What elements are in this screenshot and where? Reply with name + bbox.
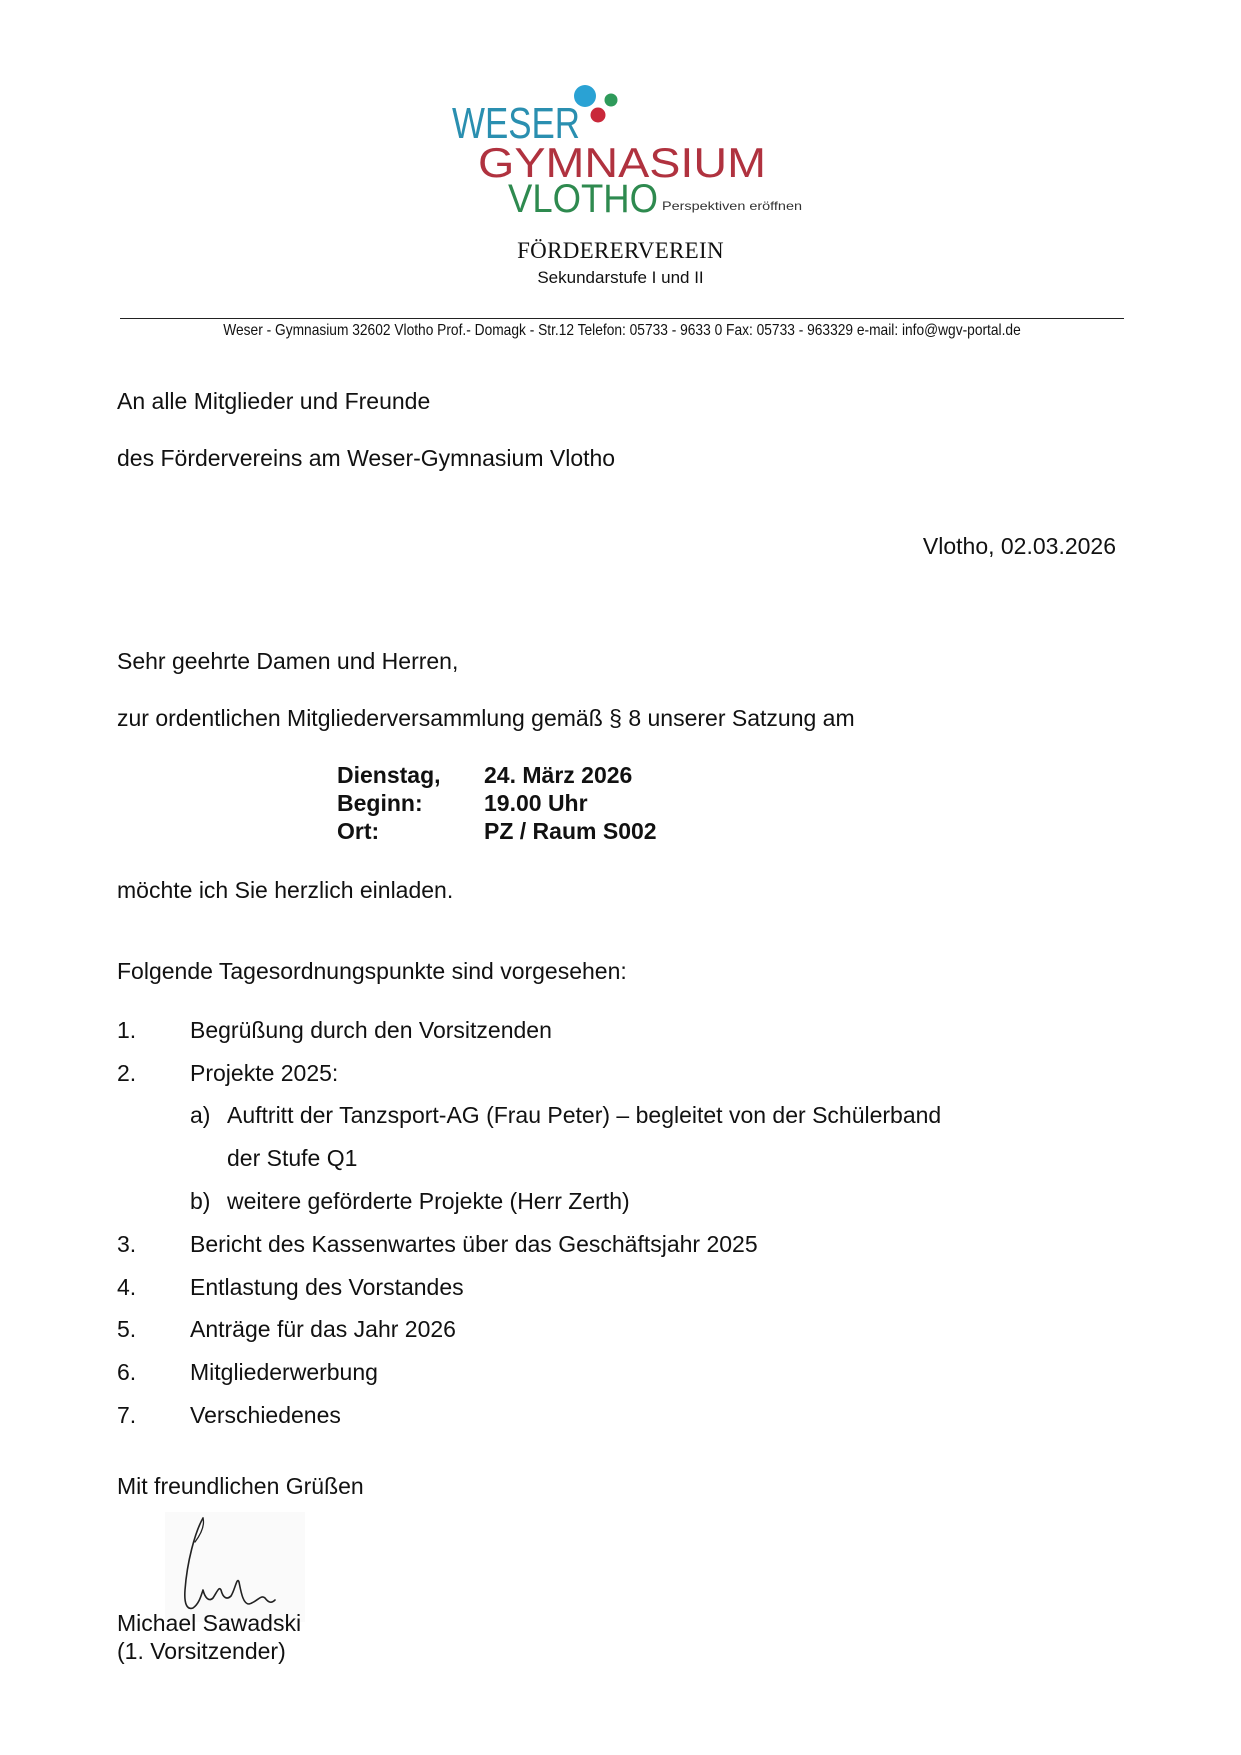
invite-text: möchte ich Sie herzlich einladen. — [117, 877, 454, 903]
signature-image — [165, 1512, 305, 1622]
address-line-1: An alle Mitglieder und Freunde — [117, 388, 431, 414]
agenda-subitem-text-continued: der Stufe Q1 — [227, 1145, 358, 1171]
agenda-item-number: 4. — [117, 1274, 137, 1300]
event-start-label: Beginn: — [337, 790, 423, 816]
agenda-subitem-text: weitere geförderte Projekte (Herr Zerth) — [227, 1188, 630, 1214]
org-title: FÖRDERERVEREIN — [517, 238, 724, 263]
logo-line-weser: WESER — [452, 99, 580, 148]
agenda-item-text: Verschiedenes — [190, 1402, 341, 1428]
agenda-item-number: 1. — [117, 1017, 137, 1043]
agenda-item-text: Mitgliederwerbung — [190, 1359, 378, 1385]
school-logo — [450, 82, 830, 222]
event-place-label: Ort: — [337, 818, 380, 844]
agenda-item-number: 6. — [117, 1359, 137, 1385]
agenda-item-number: 7. — [117, 1402, 137, 1428]
letter-date: Vlotho, 02.03.2026 — [922, 533, 1116, 559]
agenda-item-text: Projekte 2025: — [190, 1060, 339, 1086]
logo-line-vlotho: VLOTHO — [508, 177, 658, 221]
logo-line-gymnasium: GYMNASIUM — [478, 139, 766, 186]
event-start-value: 19.00 Uhr — [484, 790, 588, 816]
logo-red-dot — [591, 108, 606, 123]
address-line-2: des Fördervereins am Weser-Gymnasium Vlotho — [117, 445, 616, 471]
header-divider — [120, 318, 1124, 319]
contact-line: Weser - Gymnasium 32602 Vlotho Prof.- Domagk - Str.12 Telefon: 05733 - 9633 0 Fax: 05733 - 963329 e-mail: info@wgv-portal.de — [223, 322, 1021, 339]
event-place-value: PZ / Raum S002 — [484, 818, 657, 844]
closing-text: Mit freundlichen Grüßen — [117, 1473, 364, 1499]
agenda-item-number: 2. — [117, 1060, 137, 1086]
signer-role: (1. Vorsitzender) — [117, 1638, 286, 1664]
intro-text: zur ordentlichen Mitgliederversammlung gemäß § 8 unserer Satzung am — [117, 705, 855, 731]
agenda-subitem-letter: b) — [190, 1188, 211, 1214]
agenda-subitem-letter: a) — [190, 1102, 211, 1128]
agenda-item-text: Entlastung des Vorstandes — [190, 1274, 464, 1300]
agenda-item-text: Anträge für das Jahr 2026 — [190, 1316, 456, 1342]
signer-name: Michael Sawadski — [117, 1610, 302, 1636]
agenda-item-number: 3. — [117, 1231, 137, 1257]
logo-green-dot — [605, 94, 618, 107]
agenda-item-text: Begrüßung durch den Vorsitzenden — [190, 1017, 552, 1043]
salutation: Sehr geehrte Damen und Herren, — [117, 648, 459, 674]
org-subtitle: Sekundarstufe I und II — [537, 268, 704, 287]
agenda-intro: Folgende Tagesordnungspunkte sind vorgesehen: — [117, 958, 627, 984]
event-day-label: Dienstag, — [337, 762, 441, 788]
logo-tagline: Perspektiven eröffnen — [662, 199, 802, 213]
event-day-value: 24. März 2026 — [484, 762, 633, 788]
agenda-item-text: Bericht des Kassenwartes über das Geschäftsjahr 2025 — [190, 1231, 758, 1257]
agenda-subitem-text: Auftritt der Tanzsport-AG (Frau Peter) – begleitet von der Schülerband — [227, 1102, 942, 1128]
agenda-item-number: 5. — [117, 1316, 137, 1342]
